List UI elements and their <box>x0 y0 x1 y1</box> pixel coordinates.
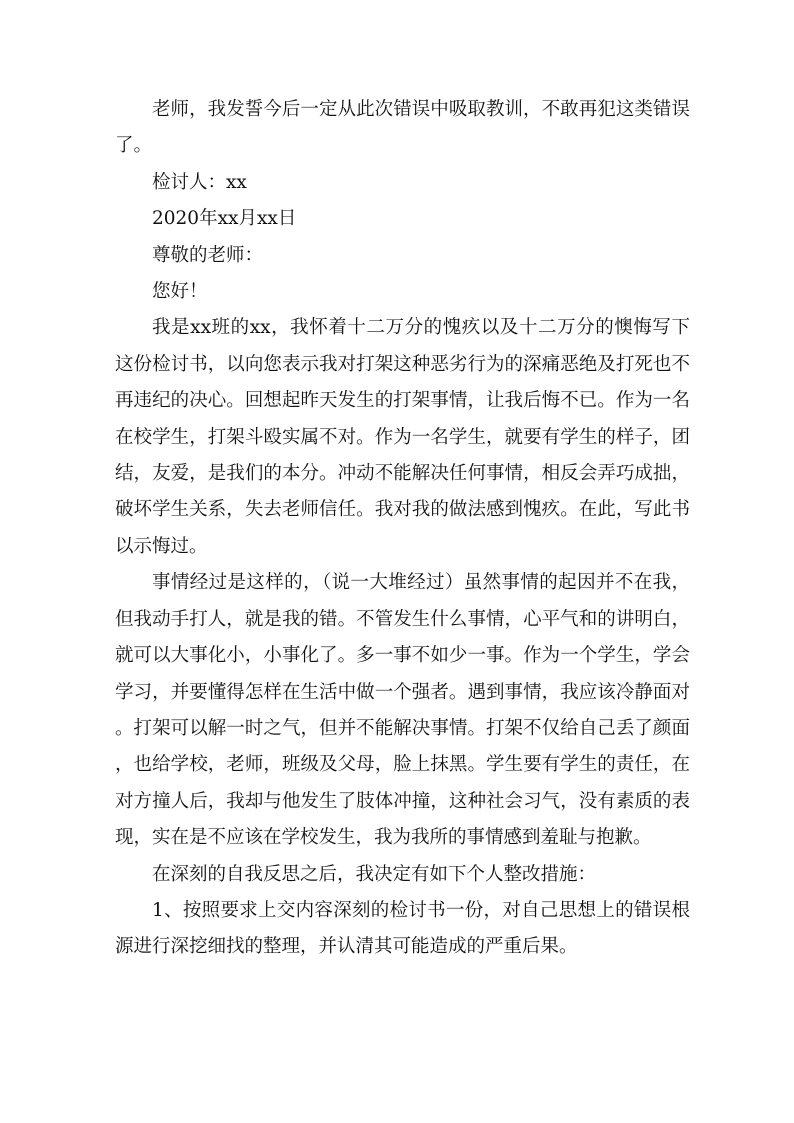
salutation: 尊敬的老师： <box>152 244 264 266</box>
closing-vow-paragraph: 老师，我发誓今后一定从此次错误中吸取教训，不敢再犯这类错误了。 <box>115 99 690 157</box>
signature-line: 检讨人：xx <box>152 171 247 193</box>
date-line: 2020年xx月xx日 <box>152 208 297 230</box>
greeting: 您好！ <box>152 281 208 303</box>
document-page <box>115 92 690 966</box>
body-paragraph-intro: 我是xx班的xx，我怀着十二万分的愧疚以及十二万分的懊悔写下这份检讨书，以向您表示我对打架这种恶劣行为的深痛恶绝及打死也不再违纪的决心。回想起昨天发生的打架事情，让我后悔不已。作为一名在校学生，打架斗殴实属不对。作为一名学生，就要有学生的样子，团结，友爱，是我们的本分。冲动不能解决任何事情，相反会弄巧成拙，破坏学生关系，失去老师信任。我对我的做法感到愧疚。在此，写此书以示悔过。 <box>115 317 690 557</box>
body-paragraph-incident: 事情经过是这样的，（说一大堆经过）虽然事情的起因并不在我，但我动手打人，就是我的错。不管发生什么事情，心平气和的讲明白，就可以大事化小，小事化了。多一事不如少一事。作为一个学生，学会学习，并要懂得怎样在生活中做一个强者。遇到事情，我应该冷静面对。打架可以解一时之气，但并不能解决事情。打架不仅给自己丢了颜面，也给学校，老师，班级及父母，脸上抹黑。学生要有学生的责任，在对方撞人后，我却与他发生了肢体冲撞，这种社会习气，没有素质的表现，实在是不应该在学校发生，我为我所的事情感到羞耻与抱歉。 <box>115 572 690 849</box>
measure-item-1: 1、按照要求上交内容深刻的检讨书一份，对自己思想上的错误根源进行深挖细找的整理，并认清其可能造成的严重后果。 <box>115 899 690 958</box>
body-paragraph-measures-intro: 在深刻的自我反思之后，我决定有如下个人整改措施： <box>152 863 597 885</box>
